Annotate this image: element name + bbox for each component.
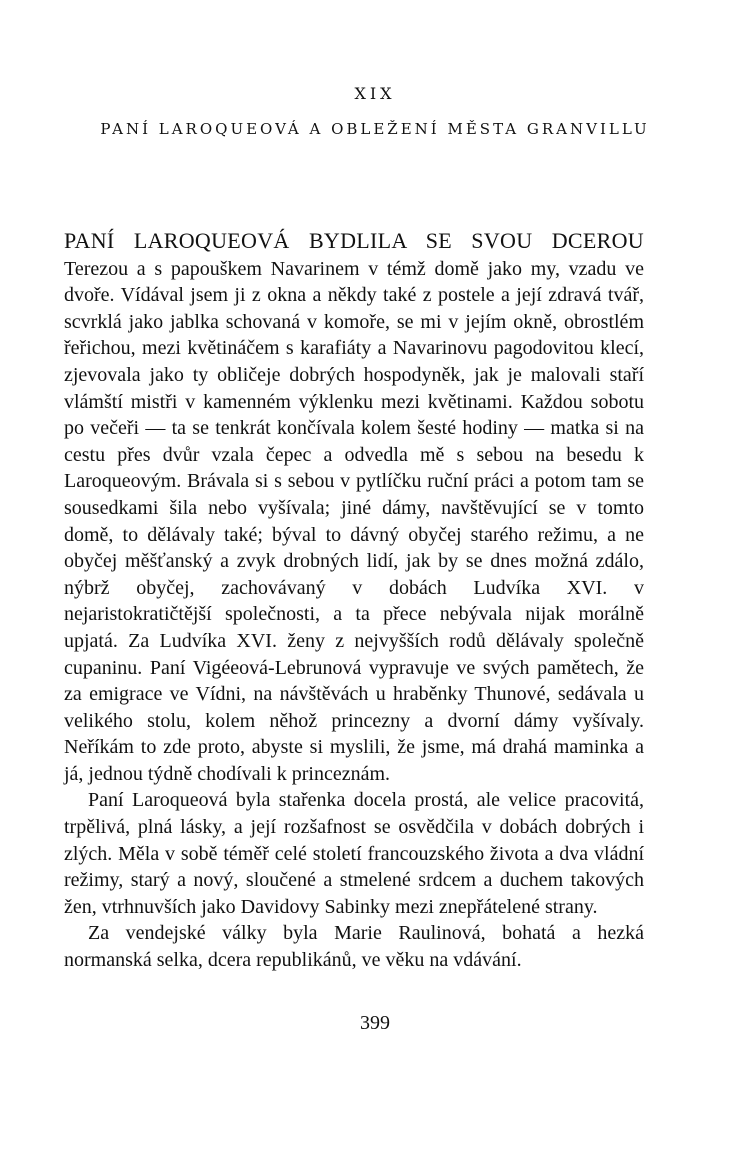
chapter-title: PANÍ LAROQUEOVÁ A OBLEŽENÍ MĚSTA GRANVILLU: [100, 120, 650, 138]
paragraph-2: Paní Laroqueová byla stařenka docela prostá, ale velice pracovitá, trpělivá, plná lásky, a její rozšafnost se osvědčila v dobách dobrých i zlých. Měla v sobě téměř celé století francouzského života a dva vládní režimy, starý a nový, sloučené a stmelené srdcem a duchem takových žen, vtrhnuvších jako Davidovy Sabinky mezi znepřátelené strany.: [64, 789, 644, 918]
page-number: 399: [360, 1012, 390, 1034]
lead-small-caps: PANÍ LAROQUEOVÁ BYDLILA SE SVOU DCEROU: [64, 228, 644, 253]
chapter-number: XIX: [354, 84, 396, 103]
chapter-body: [64, 228, 644, 974]
paragraph-1-text: Terezou a s papouškem Navarinem v témž domě jako my, vzadu ve dvoře. Vídával jsem ji z okna a někdy také z postele a její zdravá tvář, scvrklá jako jablka schovaná v komoře, se mi v jejím okně, obrostlém řeřichou, mezi květináčem s karafiáty a Navarinovu pagodovitou klecí, zjevovala jako ty obličeje dobrých hospodyněk, jak je malovali staří vlámští mistři v kamenném výklenku mezi květinami. Každou sobotu po večeři — ta se tenkrát končívala kolem šesté hodiny — matka si na cestu přes dvůr vzala čepec a odvedla mě s sebou na besedu k Laroqueovým. Brávala si s sebou v pytlíčku ruční práci a potom tam se sousedkami šila nebo vyšívala; jiné dámy, navštěvující se v tomto domě, to dělávaly také; býval to dávný obyčej starého režimu, a ne obyčej měšťanský a zvyk drobných lidí, jak by se dnes možná zdálo, nýbrž obyčej, zachovávaný v dobách Ludvíka XVI. v nejaristokratičtější společnosti, a ta přece nebývala nijak morálně upjatá. Za Ludvíka XVI. ženy z nejvyšších rodů dělávaly společně cupaninu. Paní Vigéeová-Lebrunová vypravuje ve svých pamětech, že za emigrace ve Vídni, na návštěvách u hraběnky Thunové, sedávala u velikého stolu, kolem něhož princezny a dvorní dámy vyšívaly. Neříkám to zde proto, abyste si myslili, že jsme, má drahá maminka a já, jednou týdně chodívali k princeznám.: [64, 257, 644, 785]
paragraph-3: Za vendejské války byla Marie Raulinová, bohatá a hezká normanská selka, dcera republikánů, ve věku na vdávání.: [64, 922, 644, 972]
paragraph-1: [64, 228, 644, 787]
